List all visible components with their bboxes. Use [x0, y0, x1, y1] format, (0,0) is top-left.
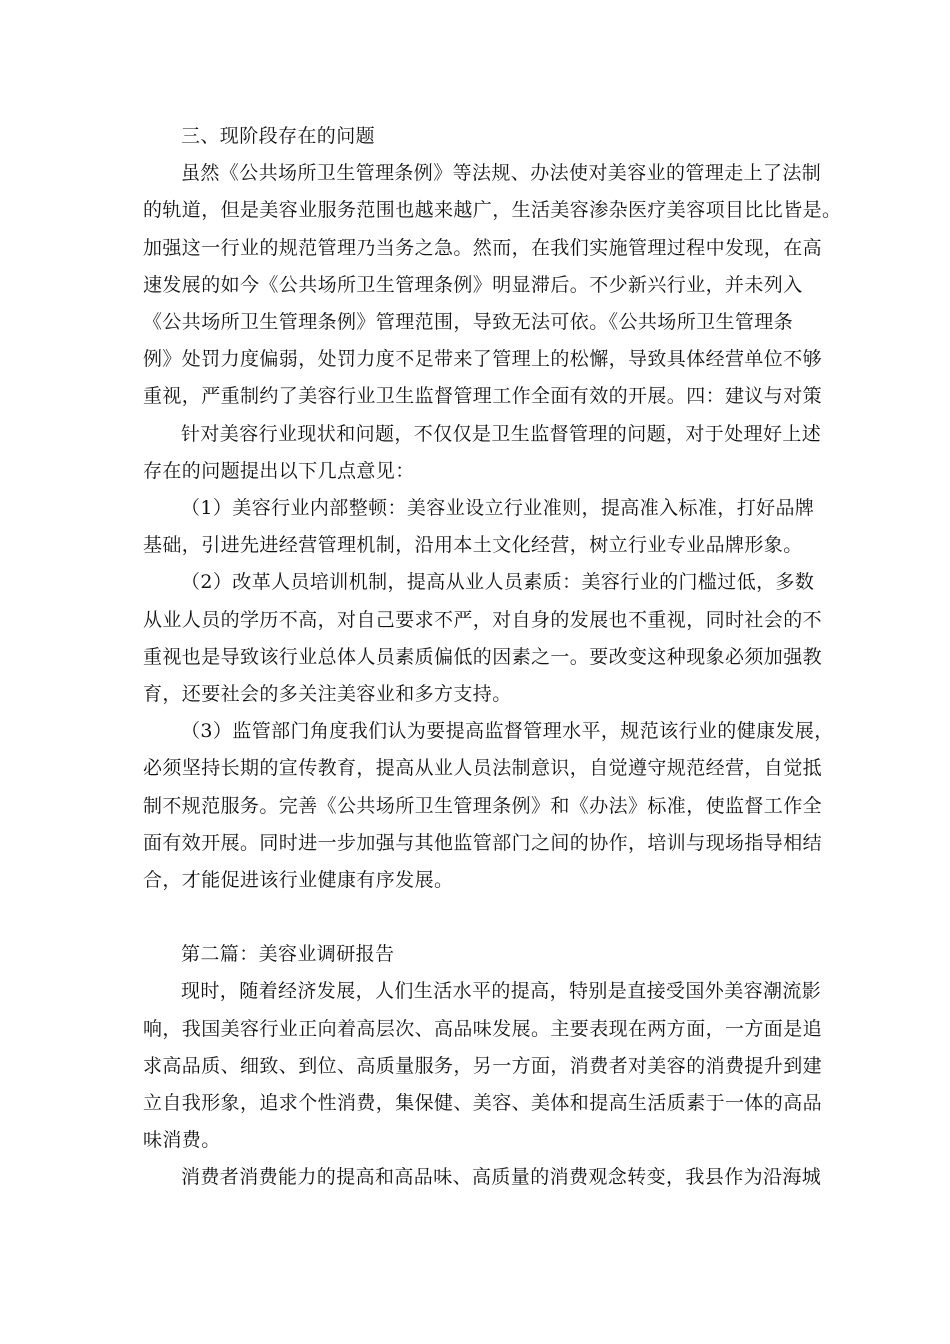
paragraph-line: 《公共场所卫生管理条例》管理范围，导致无法可依。《公共场所卫生管理条: [143, 311, 794, 334]
document-body: [143, 118, 842, 1197]
list-item-line: 从业人员的学历不高，对自己要求不严，对自身的发展也不重视，同时社会的不: [143, 608, 823, 631]
list-item-line: 基础，引进先进经营管理机制，沿用本土文化经营，树立行业专业品牌形象。: [143, 534, 803, 557]
paragraph: [143, 416, 833, 490]
section-heading-text: 三、现阶段存在的问题: [181, 125, 376, 147]
list-item-line: 面有效开展。同时进一步加强与其他监管部门之间的协作，培训与现场指导相结: [143, 831, 823, 854]
paragraph-line: 立自我形象，追求个性消费，集保健、美容、美体和提高生活质素于一体的高品: [143, 1092, 823, 1115]
list-item-line: 制不规范服务。完善《公共场所卫生管理条例》和《办法》标准，使监督工作全: [143, 794, 823, 817]
paragraph-line: 速发展的如今《公共场所卫生管理条例》明显滞后。不少新兴行业，并未列入: [143, 273, 803, 296]
paragraph-line: 例》处罚力度偏弱，处罚力度不足带来了管理上的松懈，导致具体经营单位不够: [143, 348, 823, 371]
part-heading-text: 第二篇：美容业调研报告: [181, 943, 395, 966]
paragraph-line: 虽然《公共场所卫生管理条例》等法规、办法使对美容业的管理走上了法制: [181, 162, 822, 185]
part-heading: [143, 936, 833, 973]
list-item-line: 合，才能促进该行业健康有序发展。: [143, 869, 454, 892]
list-item-line: 育，还要社会的多关注美容业和多方支持。: [143, 683, 512, 706]
section-spacer: [143, 899, 833, 936]
paragraph-line: 响，我国美容行业正向着高层次、高品味发展。主要表现在两方面，一方面是追: [143, 1017, 823, 1040]
list-item-line: （1）美容行业内部整顿：美容业设立行业准则，提高准入标准，打好品牌: [181, 497, 815, 520]
list-item: [143, 564, 833, 713]
paragraph-line: 消费者消费能力的提高和高品味、高质量的消费观念转变，我县作为沿海城: [181, 1166, 822, 1189]
paragraph: [143, 973, 833, 1159]
paragraph-line: 针对美容行业现状和问题，不仅仅是卫生监督管理的问题，对于处理好上述: [181, 422, 822, 445]
list-item: [143, 713, 833, 899]
list-item-line: （2）改革人员培训机制，提高从业人员素质：美容行业的门槛过低，多数: [181, 571, 815, 594]
paragraph-line: 加强这一行业的规范管理乃当务之急。然而，在我们实施管理过程中发现，在高: [143, 236, 823, 259]
paragraph: [143, 155, 842, 415]
section-heading: [143, 118, 833, 155]
paragraph-line: 重视，严重制约了美容行业卫生监督管理工作全面有效的开展。四：建议与对策: [143, 385, 823, 408]
paragraph-line: 求高品质、细致、到位、高质量服务，另一方面，消费者对美容的消费提升到建: [143, 1054, 823, 1077]
paragraph-line: 现时，随着经济发展，人们生活水平的提高，特别是直接受国外美容潮流影: [181, 980, 822, 1003]
paragraph: [143, 1159, 833, 1196]
list-item-line: 重视也是导致该行业总体人员素质偏低的因素之一。要改变这种现象必须加强教: [143, 645, 823, 668]
list-item-line: 必须坚持长期的宣传教育，提高从业人员法制意识，自觉遵守规范经营，自觉抵: [143, 757, 823, 780]
paragraph-line: 存在的问题提出以下几点意见：: [143, 459, 415, 482]
paragraph-line: 的轨道，但是美容业服务范围也越来越广，生活美容渗杂医疗美容项目比比皆是。: [143, 199, 842, 222]
list-item: [143, 490, 833, 564]
list-item-line: （3）监管部门角度我们认为要提高监督管理水平，规范该行业的健康发展，: [181, 720, 834, 743]
paragraph-line: 味消费。: [143, 1129, 221, 1152]
